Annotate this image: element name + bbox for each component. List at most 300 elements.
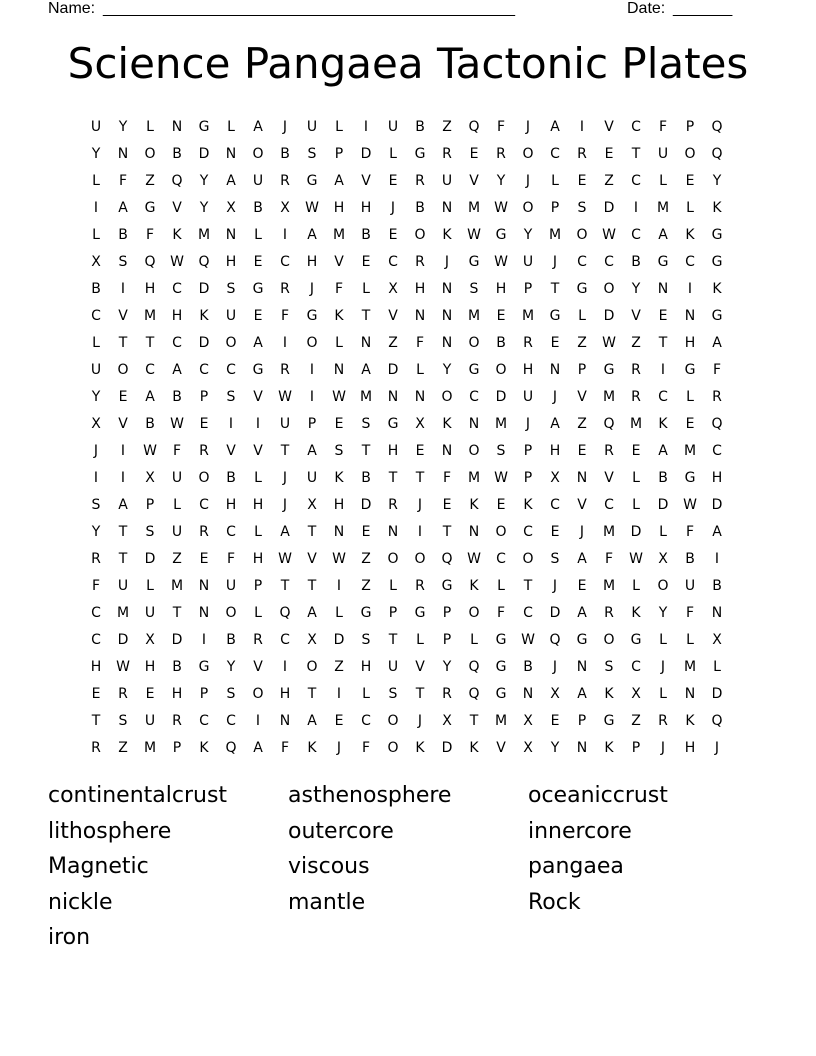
grid-letter: R: [496, 146, 506, 162]
grid-letter: P: [685, 119, 695, 135]
grid-letter: J: [579, 524, 585, 540]
grid-letter: I: [336, 686, 342, 702]
grid-letter: N: [576, 470, 588, 486]
grid-letter: G: [711, 254, 723, 270]
grid-letter: D: [387, 362, 399, 378]
grid-letter: K: [442, 227, 452, 243]
grid-letter: E: [334, 416, 344, 432]
grid-letter: R: [415, 254, 425, 270]
grid-letter: Y: [712, 173, 722, 189]
grid-letter: M: [548, 227, 562, 243]
grid-letter: O: [603, 632, 615, 648]
grid-letter: J: [525, 119, 531, 135]
date-blank: _______: [673, 0, 732, 17]
grid-letter: C: [226, 362, 236, 378]
grid-letter: G: [657, 254, 669, 270]
grid-letter: Y: [442, 659, 452, 675]
grid-letter: N: [198, 578, 210, 594]
grid-letter: B: [172, 146, 182, 162]
grid-letter: G: [252, 362, 264, 378]
grid-letter: G: [576, 281, 588, 297]
grid-letter: Z: [361, 551, 371, 567]
word-bank-item: asthenosphere: [288, 783, 452, 808]
grid-letter: U: [522, 389, 534, 405]
word-bank-item: lithosphere: [48, 818, 172, 844]
grid-letter: S: [118, 713, 128, 729]
grid-letter: X: [226, 200, 236, 216]
grid-letter: M: [467, 200, 481, 216]
grid-letter: J: [93, 443, 99, 459]
grid-letter: F: [334, 281, 344, 297]
grid-letter: L: [254, 470, 262, 486]
grid-letter: U: [522, 254, 534, 270]
grid-letter: C: [685, 254, 695, 270]
grid-letter: P: [307, 416, 317, 432]
letter-grid: [84, 114, 732, 762]
grid-letter: O: [252, 686, 264, 702]
grid-letter: E: [442, 497, 452, 513]
grid-letter: B: [172, 659, 182, 675]
grid-letter: Y: [91, 146, 101, 162]
grid-letter: K: [442, 416, 452, 432]
grid-letter: I: [255, 416, 261, 432]
grid-letter: M: [494, 713, 508, 729]
grid-letter: D: [198, 335, 210, 351]
grid-letter: T: [145, 335, 155, 351]
grid-letter: G: [360, 605, 372, 621]
grid-letter: F: [172, 443, 182, 459]
grid-letter: D: [333, 632, 345, 648]
grid-letter: S: [91, 497, 101, 513]
grid-letter: V: [118, 416, 128, 432]
grid-letter: T: [388, 470, 398, 486]
grid-letter: L: [362, 281, 370, 297]
grid-letter: Y: [199, 200, 209, 216]
grid-letter: A: [658, 227, 668, 243]
grid-letter: O: [225, 335, 237, 351]
grid-letter: O: [441, 389, 453, 405]
grid-letter: G: [468, 254, 480, 270]
grid-letter: P: [577, 713, 587, 729]
grid-letter: B: [145, 416, 155, 432]
grid-letter: S: [226, 389, 236, 405]
grid-letter: O: [657, 578, 669, 594]
grid-letter: N: [441, 281, 453, 297]
grid-letter: C: [388, 254, 398, 270]
grid-letter: H: [414, 281, 426, 297]
grid-letter: U: [225, 308, 237, 324]
grid-letter: U: [657, 146, 669, 162]
grid-letter: J: [390, 200, 396, 216]
grid-letter: A: [307, 443, 317, 459]
grid-letter: N: [441, 308, 453, 324]
grid-letter: N: [468, 416, 480, 432]
grid-letter: E: [631, 443, 641, 459]
grid-letter: X: [631, 686, 641, 702]
grid-letter: L: [470, 632, 478, 648]
grid-letter: N: [468, 524, 480, 540]
grid-letter: V: [469, 173, 479, 189]
grid-letter: U: [171, 470, 183, 486]
grid-letter: E: [334, 713, 344, 729]
grid-letter: Y: [226, 659, 236, 675]
grid-letter: Q: [279, 605, 291, 621]
grid-letter: D: [198, 146, 210, 162]
header: [0, 0, 816, 20]
grid-letter: L: [416, 362, 424, 378]
grid-letter: G: [387, 416, 399, 432]
grid-letter: A: [577, 551, 587, 567]
name-blank: _________________________________________________: [103, 0, 515, 17]
grid-letter: W: [278, 551, 292, 567]
grid-letter: B: [631, 254, 641, 270]
grid-letter: J: [525, 173, 531, 189]
grid-letter: I: [228, 416, 234, 432]
grid-letter: A: [577, 686, 587, 702]
grid-letter: R: [604, 605, 614, 621]
grid-letter: C: [523, 605, 533, 621]
grid-letter: Z: [631, 713, 641, 729]
grid-letter: K: [469, 740, 479, 756]
grid-letter: C: [199, 362, 209, 378]
grid-letter: W: [170, 254, 184, 270]
grid-letter: C: [361, 713, 371, 729]
grid-letter: U: [252, 173, 264, 189]
grid-letter: B: [523, 659, 533, 675]
grid-letter: L: [146, 119, 154, 135]
grid-letter: X: [91, 416, 101, 432]
grid-letter: I: [633, 200, 639, 216]
grid-letter: O: [414, 551, 426, 567]
grid-letter: E: [199, 416, 209, 432]
grid-letter: L: [227, 119, 235, 135]
grid-letter: M: [521, 308, 535, 324]
grid-letter: S: [361, 632, 371, 648]
grid-letter: J: [309, 281, 315, 297]
word-bank-item: continentalcrust: [48, 783, 228, 808]
grid-letter: I: [93, 200, 99, 216]
grid-letter: F: [280, 740, 290, 756]
grid-letter: W: [170, 416, 184, 432]
grid-letter: I: [687, 281, 693, 297]
grid-letter: L: [173, 497, 181, 513]
grid-letter: O: [522, 146, 534, 162]
grid-letter: E: [496, 308, 506, 324]
grid-letter: L: [254, 605, 262, 621]
grid-letter: I: [282, 659, 288, 675]
name-label: Name:: [48, 0, 96, 17]
grid-letter: A: [712, 335, 722, 351]
grid-letter: K: [415, 740, 425, 756]
grid-letter: H: [495, 281, 507, 297]
grid-letter: S: [577, 200, 587, 216]
grid-letter: I: [93, 470, 99, 486]
grid-letter: L: [659, 686, 667, 702]
grid-letter: L: [92, 335, 100, 351]
grid-letter: F: [415, 335, 425, 351]
grid-letter: V: [253, 659, 263, 675]
grid-letter: N: [279, 713, 291, 729]
grid-letter: E: [658, 308, 668, 324]
grid-letter: D: [657, 497, 669, 513]
grid-letter: W: [305, 200, 319, 216]
grid-letter: S: [118, 254, 128, 270]
grid-letter: U: [306, 470, 318, 486]
grid-letter: H: [684, 740, 696, 756]
grid-letter: M: [602, 389, 616, 405]
grid-letter: K: [685, 713, 695, 729]
grid-letter: Z: [172, 551, 182, 567]
grid-letter: Q: [468, 659, 480, 675]
grid-letter: K: [172, 227, 182, 243]
grid-letter: K: [604, 740, 614, 756]
word-bank-item: innercore: [528, 818, 632, 844]
grid-letter: L: [254, 227, 262, 243]
grid-letter: O: [468, 335, 480, 351]
grid-letter: O: [198, 470, 210, 486]
grid-letter: G: [630, 632, 642, 648]
grid-letter: X: [658, 551, 668, 567]
grid-letter: L: [659, 173, 667, 189]
grid-letter: C: [91, 308, 101, 324]
grid-letter: E: [577, 173, 587, 189]
grid-letter: B: [361, 470, 371, 486]
grid-letter: G: [441, 578, 453, 594]
grid-letter: Y: [631, 281, 641, 297]
grid-letter: G: [414, 146, 426, 162]
grid-letter: E: [388, 227, 398, 243]
grid-letter: D: [144, 551, 156, 567]
grid-letter: W: [116, 659, 130, 675]
grid-letter: R: [199, 524, 209, 540]
grid-letter: V: [415, 659, 425, 675]
grid-letter: A: [307, 605, 317, 621]
grid-letter: N: [225, 146, 237, 162]
grid-letter: K: [199, 740, 209, 756]
grid-letter: O: [684, 146, 696, 162]
grid-letter: T: [442, 524, 452, 540]
grid-letter: H: [252, 551, 264, 567]
grid-letter: I: [282, 335, 288, 351]
grid-letter: R: [199, 443, 209, 459]
grid-letter: E: [685, 416, 695, 432]
grid-letter: F: [685, 605, 695, 621]
grid-letter: W: [143, 443, 157, 459]
grid-letter: M: [143, 740, 157, 756]
grid-letter: F: [685, 524, 695, 540]
grid-letter: A: [145, 389, 155, 405]
grid-letter: V: [604, 470, 614, 486]
grid-letter: B: [415, 119, 425, 135]
grid-letter: Y: [550, 740, 560, 756]
grid-letter: D: [549, 605, 561, 621]
grid-letter: K: [712, 200, 722, 216]
grid-letter: L: [254, 524, 262, 540]
grid-letter: C: [91, 632, 101, 648]
grid-letter: Y: [118, 119, 128, 135]
grid-letter: O: [414, 227, 426, 243]
grid-letter: U: [279, 416, 291, 432]
grid-letter: E: [496, 497, 506, 513]
grid-letter: A: [307, 227, 317, 243]
grid-letter: P: [199, 389, 209, 405]
grid-letter: Z: [604, 173, 614, 189]
grid-letter: P: [172, 740, 182, 756]
grid-letter: B: [658, 470, 668, 486]
grid-letter: N: [576, 659, 588, 675]
grid-letter: H: [711, 470, 723, 486]
word-bank-item: Rock: [528, 889, 581, 915]
grid-letter: N: [387, 389, 399, 405]
grid-letter: H: [306, 254, 318, 270]
grid-letter: J: [552, 389, 558, 405]
grid-letter: X: [91, 254, 101, 270]
grid-letter: I: [579, 119, 585, 135]
grid-letter: L: [686, 200, 694, 216]
grid-letter: P: [523, 470, 533, 486]
grid-letter: B: [226, 470, 236, 486]
grid-letter: C: [172, 281, 182, 297]
grid-letter: A: [550, 119, 560, 135]
grid-letter: O: [387, 740, 399, 756]
grid-letter: S: [145, 524, 155, 540]
grid-letter: T: [91, 713, 101, 729]
grid-letter: J: [552, 254, 558, 270]
grid-letter: Q: [549, 632, 561, 648]
grid-letter: W: [278, 389, 292, 405]
grid-letter: U: [441, 173, 453, 189]
grid-letter: D: [603, 308, 615, 324]
word-bank-item: mantle: [288, 889, 366, 915]
grid-letter: R: [280, 281, 290, 297]
grid-letter: X: [550, 686, 560, 702]
grid-letter: E: [253, 254, 263, 270]
grid-letter: T: [415, 470, 425, 486]
grid-letter: N: [441, 443, 453, 459]
grid-letter: B: [118, 227, 128, 243]
grid-letter: T: [280, 443, 290, 459]
grid-letter: T: [361, 308, 371, 324]
grid-letter: C: [658, 389, 668, 405]
grid-letter: J: [417, 713, 423, 729]
grid-letter: I: [309, 362, 315, 378]
grid-letter: N: [171, 119, 183, 135]
grid-letter: H: [144, 281, 156, 297]
grid-letter: I: [282, 227, 288, 243]
grid-letter: K: [469, 578, 479, 594]
grid-letter: F: [91, 578, 101, 594]
grid-letter: H: [360, 659, 372, 675]
grid-letter: N: [360, 335, 372, 351]
grid-letter: P: [199, 686, 209, 702]
grid-letter: R: [712, 389, 722, 405]
grid-letter: S: [226, 686, 236, 702]
grid-letter: E: [550, 524, 560, 540]
grid-letter: A: [280, 524, 290, 540]
grid-letter: Q: [198, 254, 210, 270]
word-bank-item: nickle: [48, 889, 113, 915]
grid-letter: H: [684, 335, 696, 351]
grid-letter: H: [171, 308, 183, 324]
grid-letter: O: [252, 146, 264, 162]
grid-letter: N: [684, 308, 696, 324]
grid-letter: A: [253, 740, 263, 756]
grid-letter: M: [332, 227, 346, 243]
grid-letter: G: [603, 362, 615, 378]
grid-letter: V: [577, 389, 587, 405]
grid-letter: G: [684, 362, 696, 378]
grid-letter: Q: [468, 686, 480, 702]
grid-letter: I: [120, 281, 126, 297]
grid-letter: Z: [631, 335, 641, 351]
grid-letter: G: [198, 659, 210, 675]
grid-letter: C: [631, 227, 641, 243]
grid-letter: J: [282, 470, 288, 486]
grid-letter: B: [91, 281, 101, 297]
grid-letter: R: [604, 443, 614, 459]
grid-letter: F: [712, 362, 722, 378]
grid-letter: O: [306, 659, 318, 675]
grid-letter: R: [442, 686, 452, 702]
grid-letter: L: [335, 605, 343, 621]
grid-letter: E: [415, 443, 425, 459]
grid-letter: J: [417, 497, 423, 513]
grid-letter: B: [253, 200, 263, 216]
grid-letter: C: [280, 632, 290, 648]
grid-letter: Q: [225, 740, 237, 756]
grid-letter: X: [280, 200, 290, 216]
grid-letter: N: [711, 605, 723, 621]
grid-letter: X: [307, 632, 317, 648]
grid-letter: E: [361, 254, 371, 270]
grid-letter: G: [252, 281, 264, 297]
grid-letter: A: [334, 173, 344, 189]
grid-letter: Q: [171, 173, 183, 189]
grid-letter: L: [551, 173, 559, 189]
grid-letter: H: [360, 200, 372, 216]
grid-letter: L: [659, 524, 667, 540]
grid-letter: V: [577, 497, 587, 513]
grid-letter: X: [712, 632, 722, 648]
grid-letter: B: [361, 227, 371, 243]
grid-letter: P: [550, 200, 560, 216]
grid-letter: J: [336, 740, 342, 756]
grid-letter: Y: [496, 173, 506, 189]
grid-letter: T: [118, 551, 128, 567]
grid-letter: T: [469, 713, 479, 729]
grid-letter: Q: [144, 254, 156, 270]
grid-letter: V: [226, 443, 236, 459]
grid-letter: H: [387, 443, 399, 459]
grid-letter: J: [552, 578, 558, 594]
grid-letter: C: [199, 497, 209, 513]
grid-letter: F: [496, 119, 506, 135]
grid-letter: R: [442, 146, 452, 162]
grid-letter: A: [658, 443, 668, 459]
grid-letter: C: [604, 254, 614, 270]
grid-letter: V: [253, 443, 263, 459]
grid-letter: T: [118, 524, 128, 540]
grid-letter: O: [603, 281, 615, 297]
grid-letter: G: [468, 362, 480, 378]
grid-letter: V: [334, 254, 344, 270]
grid-letter: G: [576, 632, 588, 648]
grid-letter: S: [307, 146, 317, 162]
grid-letter: A: [361, 362, 371, 378]
grid-letter: Z: [577, 416, 587, 432]
grid-letter: G: [711, 227, 723, 243]
grid-letter: G: [495, 632, 507, 648]
